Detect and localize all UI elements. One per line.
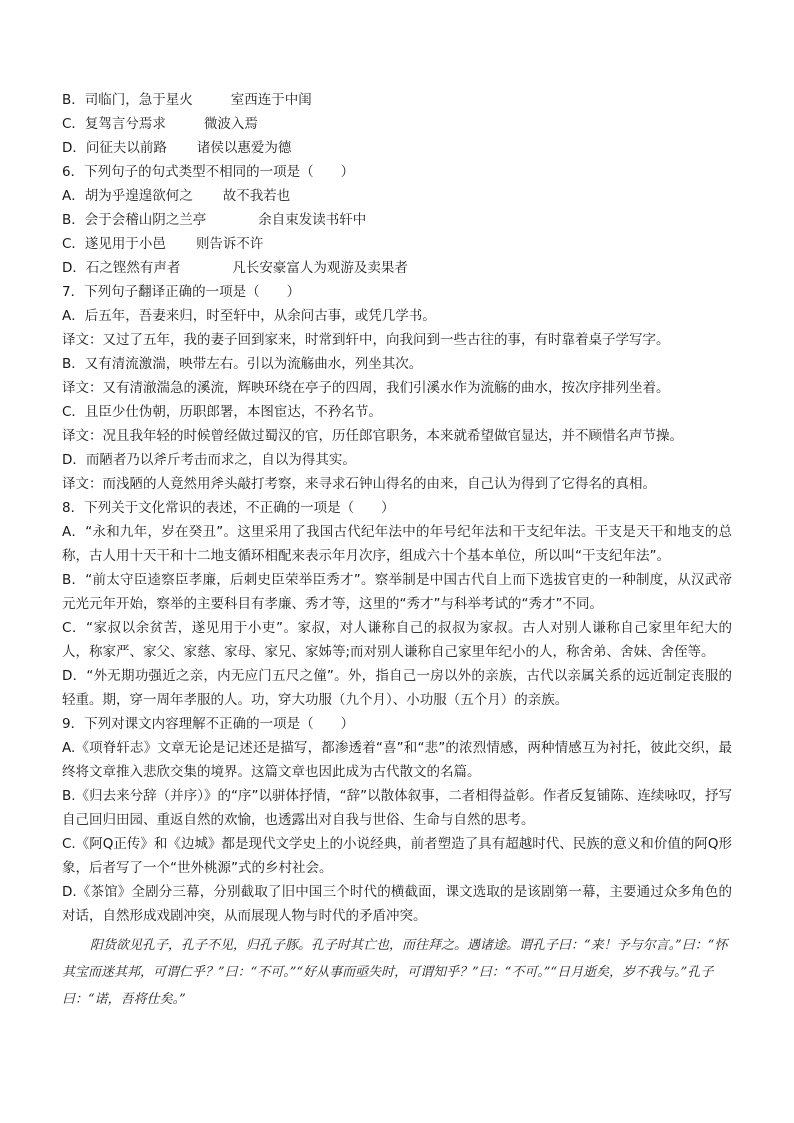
q5-options (62, 88, 732, 160)
reading-passage: 阳货欲见孔子，孔子不见，归孔子豚。孔子时其亡也，而往拜之。遇诸途。谓孔子曰：“来！予与尔言。”曰：“怀其宝而迷其邦，可谓仁乎？”曰：“不可。”“好从事而亟失时，可谓知乎？”曰：“不可。”“日月逝矣，岁不我与。”孔子曰：“诺，吾将仕矣。” (62, 938, 728, 1007)
option-d: D.《茶馆》全剧分三幕，分别截取了旧中国三个时代的横截面，课文选取的是该剧第一幕，主要通过众多角色的对话，自然形成戏剧冲突，从而展现人物与时代的矛盾冲突。 (62, 884, 732, 924)
question-stem: 6．下列句子的句式类型不相同的一项是（ ） (62, 164, 355, 180)
translation-a: 译文：又过了五年，我的妻子回到家来，时常到轩中，向我问到一些古往的事，有时靠着桌子学写字。 (62, 332, 670, 348)
option-a: A.《项脊轩志》文章无论是记述还是描写，都渗透着“喜”和“悲”的浓烈情感，两种情感互为衬托，彼此交织，最终将文章推入悲欣交集的境界。这篇文章也因此成为古代散文的名篇。 (62, 740, 732, 780)
option-a: A．“永和九年，岁在癸丑”。这里采用了我国古代纪年法中的年号纪年法和干支纪年法。干支是天干和地支的总称，古人用十天干和十二地支循环相配来表示年月次序，组成六十个基本单位，所以叫“干支纪年法”。 (62, 524, 732, 564)
question-stem: 8．下列关于文化常识的表述，不正确的一项是（ ） (62, 500, 395, 516)
option-c: C．遂见用于小邑 则告诉不许 (62, 236, 264, 252)
question-7 (62, 280, 732, 496)
question-8 (62, 496, 732, 712)
option-d: D．问征夫以前路 诸侯以惠爱为德 (62, 140, 292, 156)
question-6 (62, 160, 732, 280)
option-b: B．会于会稽山阴之兰亭 余自束发读书轩中 (62, 212, 367, 228)
translation-c: 译文：况且我年轻的时候曾经做过蜀汉的官，历任郎官职务，本来就希望做官显达，并不顾惜名声节操。 (62, 428, 683, 444)
option-b: B．“前太守臣逵察臣孝廉，后刺史臣荣举臣秀才”。察举制是中国古代自上而下选拔官吏的一种制度，从汉武帝元光元年开始，察举的主要科目有孝廉、秀才等，这里的“秀才”与科举考试的“秀才”不同。 (62, 572, 732, 612)
option-b: B．司临门，急于星火 室西连于中闺 (62, 92, 312, 108)
translation-b: 译文：又有清澈湍急的溪流，辉映环绕在亭子的四周，我们引溪水作为流觞的曲水，按次序排列坐着。 (62, 380, 670, 396)
option-c: C．“家叔以余贫苦，遂见用于小吏”。家叔，对人谦称自己的叔叔为家叔。古人对别人谦称自己家里年纪大的人，称家严、家父、家慈、家母、家兄、家姊等;而对别人谦称自己家里年纪小的人，称舍弟、舍妹、舍侄等。 (62, 620, 732, 660)
option-c: C．复驾言兮焉求 微波入焉 (62, 116, 258, 132)
option-a: A．胡为乎遑遑欲何之 故不我若也 (62, 188, 291, 204)
option-b: B.《归去来兮辞（并序）》的“序”以骈体抒情，“辞”以散体叙事，二者相得益彰。作者反复铺陈、连续咏叹，抒写自己回归田园、重返自然的欢愉，也透露出对自我与世俗、生命与自然的思考。 (62, 788, 732, 828)
exam-page (62, 88, 732, 1013)
option-d: D．“外无期功强近之亲，内无应门五尺之僮”。外，指自己一房以外的亲族，古代以亲属关系的远近制定丧服的轻重。期，穿一周年孝服的人。功，穿大功服（九个月）、小功服（五个月）的亲族。 (62, 668, 732, 708)
question-9 (62, 712, 732, 928)
translation-d: 译文：而浅陋的人竟然用斧头敲打考察，来寻求石钟山得名的由来，自己认为得到了它得名的真相。 (62, 476, 656, 492)
option-c: C．且臣少仕伪朝，历职郎署，本图宦达，不矜名节。 (62, 404, 382, 420)
question-stem: 7．下列句子翻译正确的一项是（ ） (62, 284, 301, 300)
option-d: D．而陋者乃以斧斤考击而求之，自以为得其实。 (62, 452, 356, 468)
option-c: C.《阿Q正传》和《边城》都是现代文学史上的小说经典，前者塑造了具有超越时代、民族的意义和价值的阿Q形象，后者写了一个“世外桃源”式的乡村社会。 (62, 836, 732, 876)
option-a: A．后五年，吾妻来归，时至轩中，从余问古事，或凭几学书。 (62, 308, 436, 324)
option-b: B．又有清流激湍，映带左右。引以为流觞曲水，列坐其次。 (62, 356, 423, 372)
option-d: D．石之铿然有声者 凡长安豪富人为观游及卖果者 (62, 260, 408, 276)
question-stem: 9．下列对课文内容理解不正确的一项是（ ） (62, 716, 355, 732)
